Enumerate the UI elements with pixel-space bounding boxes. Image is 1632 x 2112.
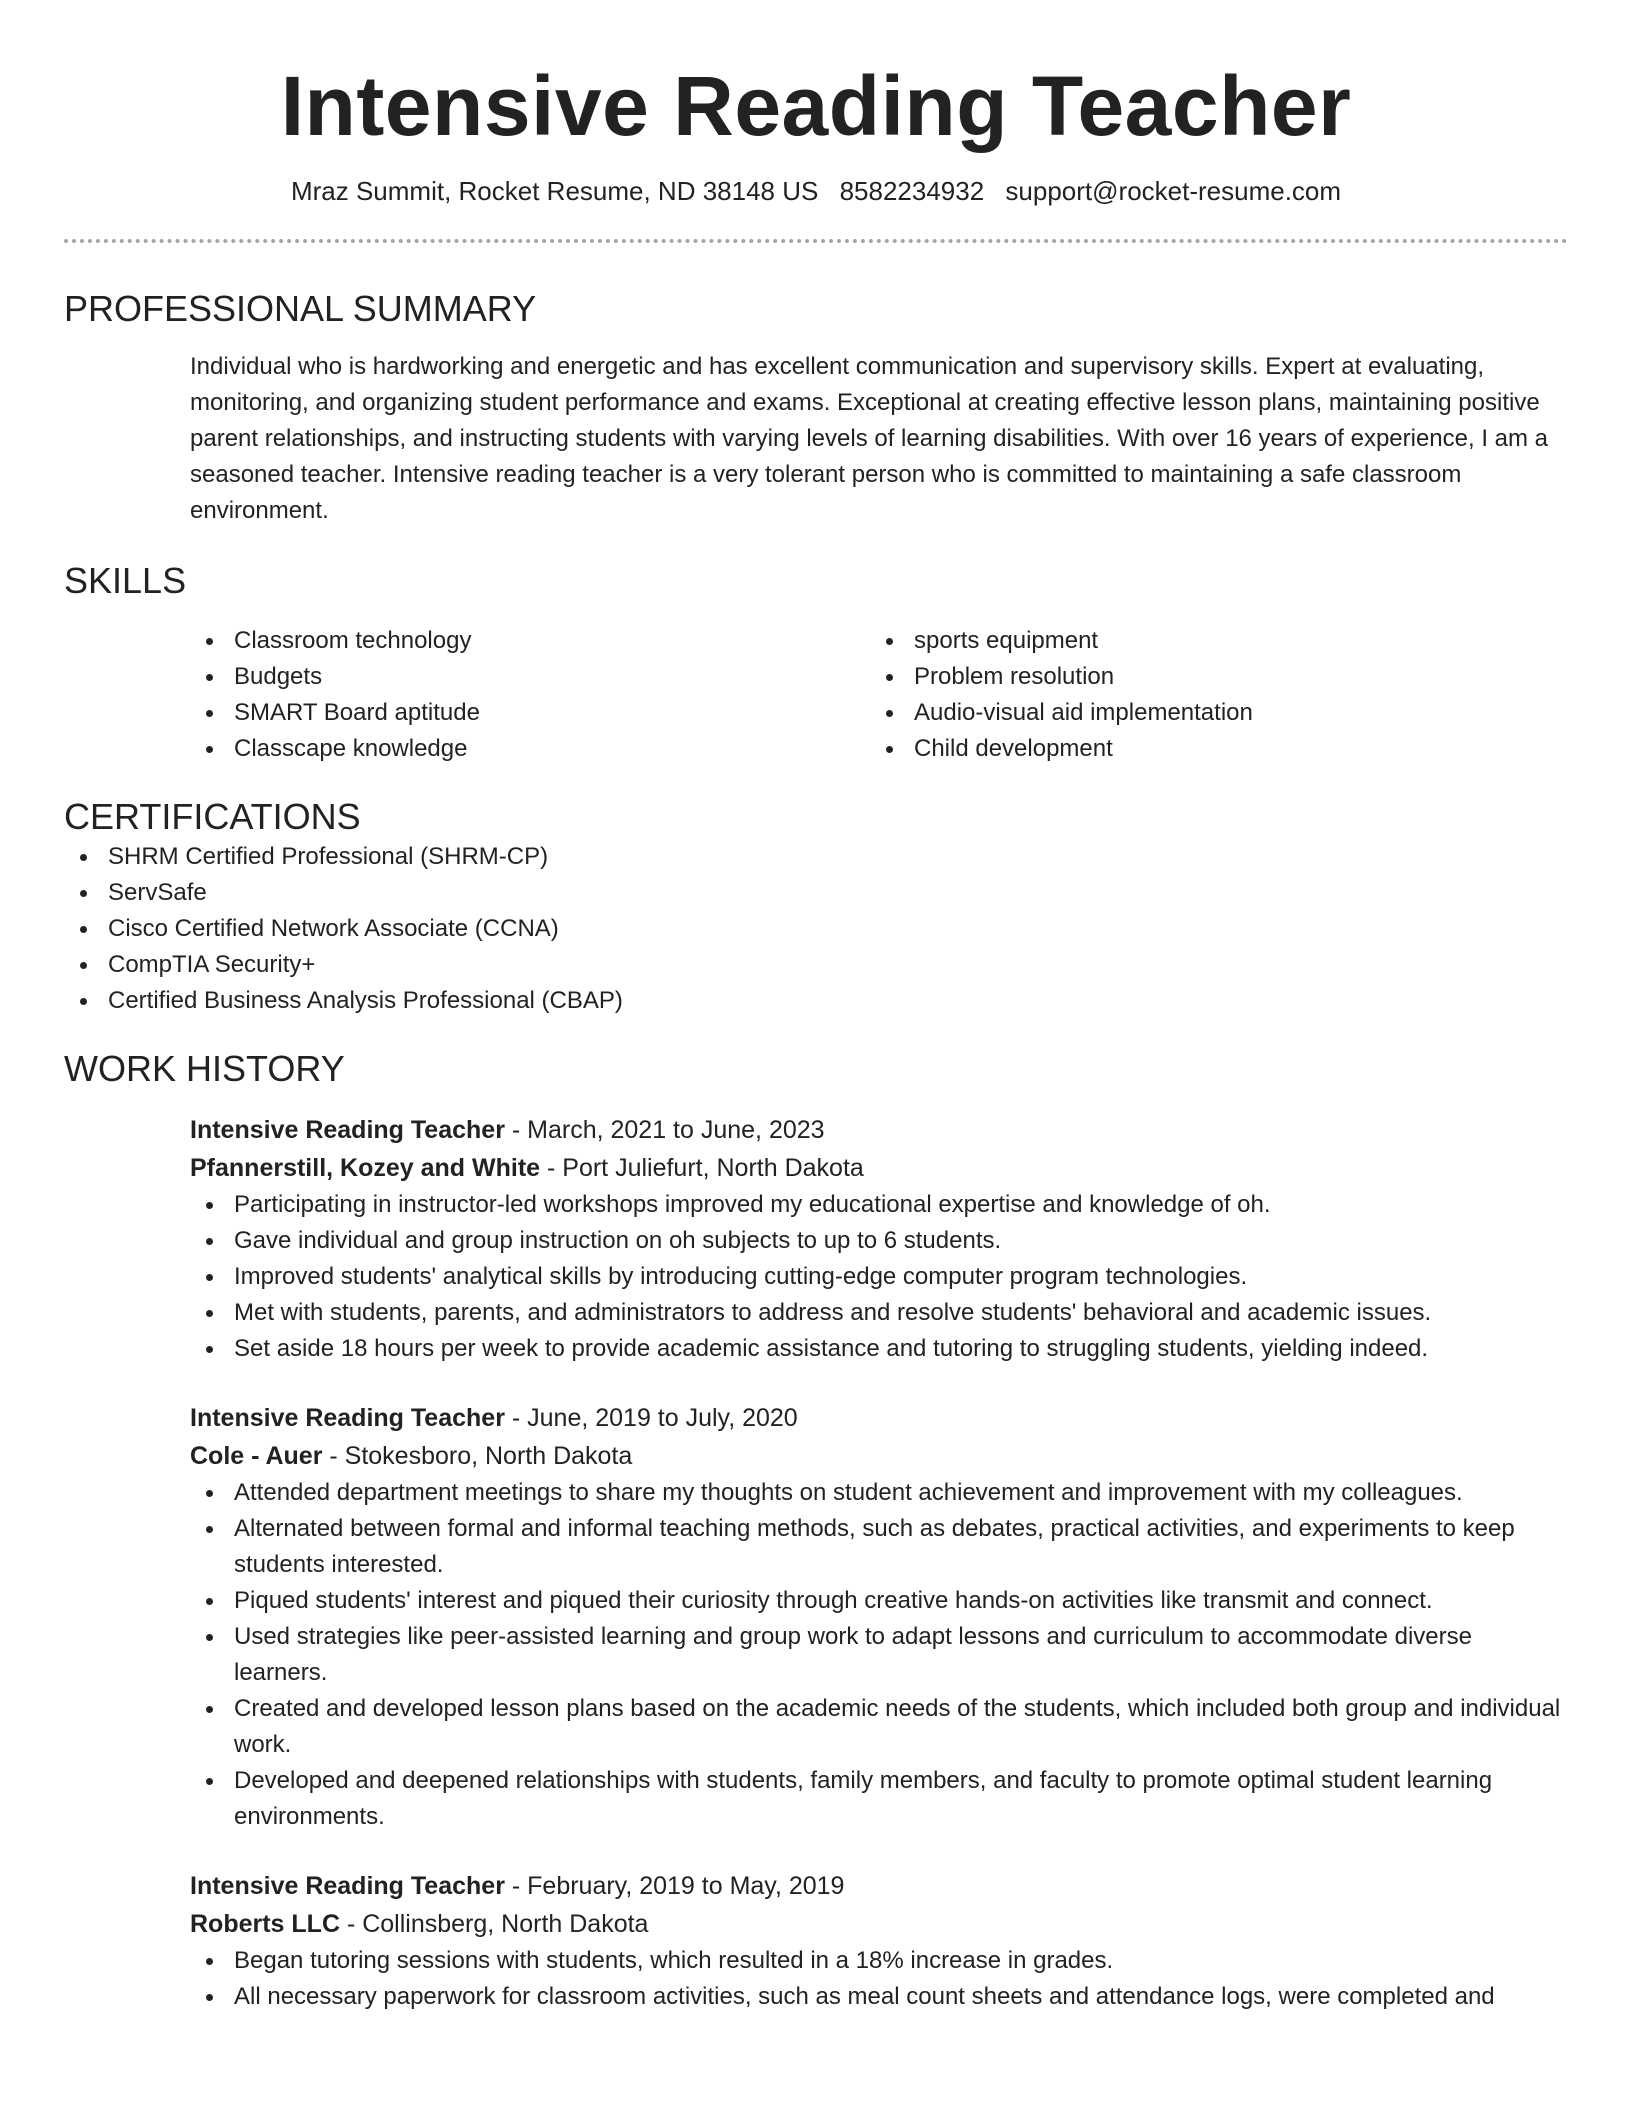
job-bullet: Developed and deepened relationships with students, family members, and faculty to promote optimal student learning environments. (190, 1763, 1568, 1835)
summary-text: Individual who is hardworking and energetic and has excellent communication and supervisory skills. Expert at evaluating, monitoring, and organizing student performance and exams. Exceptional at creating effective lesson plans, maintaining positive parent relationships, and instructing students with varying levels of learning disabilities. With over 16 years of experience, I am a seasoned teacher. Intensive reading teacher is a very tolerant person who is committed to maintaining a safe classroom environment. (190, 353, 1549, 524)
job-bullet: Attended department meetings to share my thoughts on student achievement and improvement with my colleagues. (190, 1475, 1568, 1511)
skill-item: Problem resolution (870, 659, 1550, 695)
skills-grid (190, 623, 1568, 767)
job-location: - Stokesboro, North Dakota (322, 1442, 633, 1470)
skill-item: Audio-visual aid implementation (870, 695, 1550, 731)
contact-line (64, 174, 1568, 208)
certifications-heading: CERTIFICATIONS (64, 796, 361, 837)
skills-column-left (190, 623, 870, 767)
job-company-line (190, 1149, 1568, 1187)
resume-title: Intensive Reading Teacher (280, 59, 1352, 153)
skill-item: Budgets (190, 659, 870, 695)
certification-item: Cisco Certified Network Associate (CCNA) (64, 911, 1442, 947)
certifications-list (64, 839, 1442, 1019)
job-company: Roberts LLC (190, 1910, 340, 1938)
job-title-line (190, 1399, 1568, 1437)
contact-email: support@rocket-resume.com (1005, 176, 1342, 206)
job-entry (190, 1867, 1568, 2015)
skill-item: Classcape knowledge (190, 731, 870, 767)
job-location: - Collinsberg, North Dakota (340, 1910, 649, 1938)
work-history-heading: WORK HISTORY (64, 1048, 345, 1089)
job-title-line (190, 1867, 1568, 1905)
job-dates: - March, 2021 to June, 2023 (504, 1116, 825, 1144)
header-divider (64, 239, 1568, 243)
job-entry (190, 1399, 1568, 1835)
job-company-line (190, 1437, 1568, 1475)
certification-item: CompTIA Security+ (64, 947, 1442, 983)
job-bullets (190, 1187, 1568, 1367)
job-bullet: Improved students' analytical skills by introducing cutting-edge computer program technologies. (190, 1259, 1568, 1295)
job-bullet: All necessary paperwork for classroom activities, such as meal count sheets and attendance logs, were completed and (190, 1979, 1568, 2015)
job-bullet: Alternated between formal and informal teaching methods, such as debates, practical activities, and experiments to keep students interested. (190, 1511, 1568, 1583)
skill-item: SMART Board aptitude (190, 695, 870, 731)
job-dates: - June, 2019 to July, 2020 (504, 1404, 798, 1432)
job-bullet: Created and developed lesson plans based on the academic needs of the students, which included both group and individual work. (190, 1691, 1568, 1763)
job-bullet: Began tutoring sessions with students, which resulted in a 18% increase in grades. (190, 1943, 1568, 1979)
job-company-line (190, 1905, 1568, 1943)
skill-item: Classroom technology (190, 623, 870, 659)
job-title-line (190, 1111, 1568, 1149)
certification-item: Certified Business Analysis Professional (CBAP) (64, 983, 1442, 1019)
job-title: Intensive Reading Teacher (190, 1404, 505, 1432)
certification-item: ServSafe (64, 875, 1442, 911)
skills-heading: SKILLS (64, 560, 187, 601)
job-entry (190, 1111, 1568, 1367)
summary-heading: PROFESSIONAL SUMMARY (64, 288, 537, 329)
job-title: Intensive Reading Teacher (190, 1116, 505, 1144)
job-location: - Port Juliefurt, North Dakota (540, 1154, 864, 1182)
contact-phone: 8582234932 (839, 176, 985, 206)
skill-item: Child development (870, 731, 1550, 767)
job-bullet: Set aside 18 hours per week to provide academic assistance and tutoring to struggling students, yielding indeed. (190, 1331, 1568, 1367)
contact-address: Mraz Summit, Rocket Resume, ND 38148 US (290, 176, 819, 206)
job-dates: - February, 2019 to May, 2019 (504, 1872, 845, 1900)
skill-item: sports equipment (870, 623, 1550, 659)
job-title: Intensive Reading Teacher (190, 1872, 505, 1900)
skills-column-right (870, 623, 1550, 767)
job-bullet: Used strategies like peer-assisted learning and group work to adapt lessons and curriculum to accommodate diverse learners. (190, 1619, 1568, 1691)
job-bullet: Piqued students' interest and piqued their curiosity through creative hands-on activities like transmit and connect. (190, 1583, 1568, 1619)
job-bullet: Met with students, parents, and administrators to address and resolve students' behavioral and academic issues. (190, 1295, 1568, 1331)
resume-page (64, 0, 1568, 2015)
job-bullet: Gave individual and group instruction on oh subjects to up to 6 students. (190, 1223, 1568, 1259)
job-bullets (190, 1943, 1568, 2015)
job-bullet: Participating in instructor-led workshops improved my educational expertise and knowledge of oh. (190, 1187, 1568, 1223)
certification-item: SHRM Certified Professional (SHRM-CP) (64, 839, 1442, 875)
job-company: Pfannerstill, Kozey and White (190, 1154, 541, 1182)
job-bullets (190, 1475, 1568, 1835)
job-company: Cole - Auer (190, 1442, 323, 1470)
